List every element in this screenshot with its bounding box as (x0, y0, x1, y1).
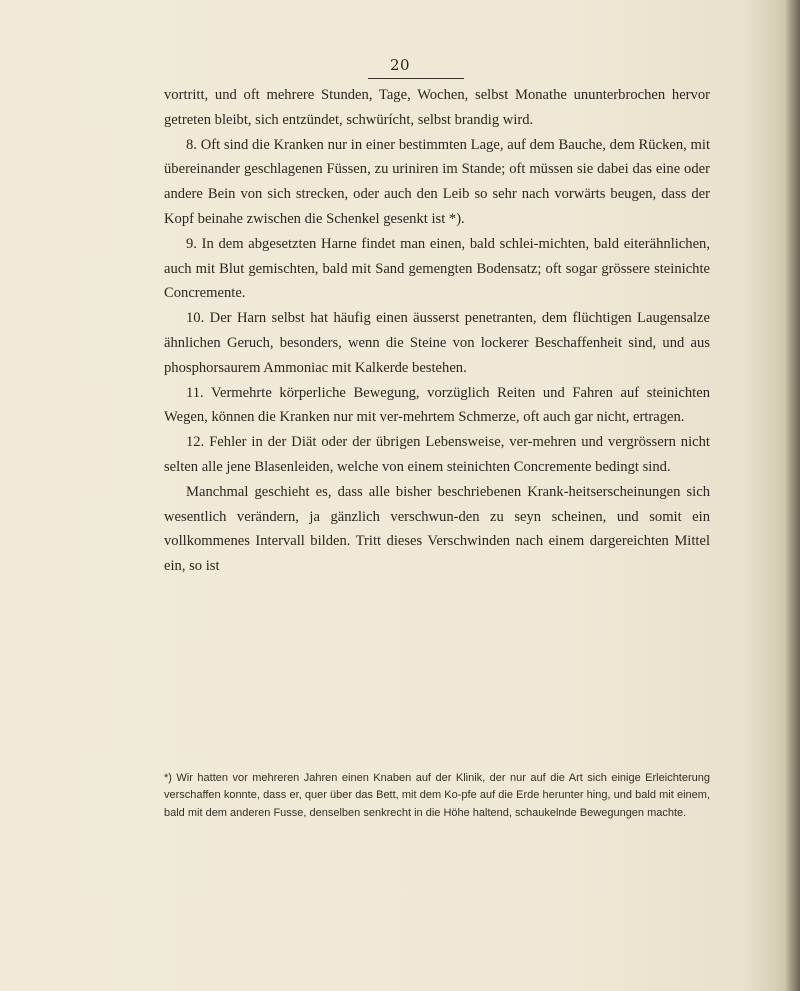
paragraph-11: 11. Vermehrte körperliche Bewegung, vorzüglich Reiten und Fahren auf steinichten Wegen, können die Kranken nur mit ver-mehrtem Schmerze, oft auch gar nicht, ertragen. (164, 384, 710, 426)
paragraph-continuation: vortritt, und oft mehrere Stunden, Tage, Wochen, selbst Monathe ununterbrochen hervor getreten bleibt, sich entzündet, schwürícht, selbst brandig wird. (164, 87, 710, 128)
paragraph-9: 9. In dem abgesetzten Harne findet man einen, bald schlei-michten, bald eiterähnlichen, auch mit Blut gemischten, bald mit Sand gemengten Bodensatz; oft sogar grössere steinichte Concremente. (164, 235, 710, 302)
footnote-text: *) Wir hatten vor mehreren Jahren einen Knaben auf der Klinik, der nur auf die Art sich einige Erleichterung verschaffen konnte, dass er, quer über das Bett, mit dem Ko-pfe auf die Erde herunter hing, und bald mit einem, bald mit dem anderen Fusse, denselben senkrecht in die Höhe haltend, schaukelnde Bewegungen machte. (164, 772, 710, 819)
paragraph-8: 8. Oft sind die Kranken nur in einer bestimmten Lage, auf dem Bauche, dem Rücken, mit übereinander geschlagenen Füssen, zu uriniren im Stande; oft müssen sie dabei das eine oder andere Bein von sich strecken, oder auch den Leib so sehr nach vorwärts beugen, dass der Kopf beinahe zwischen die Schenkel gesenkt ist *). (164, 136, 710, 227)
paragraph-intervall: Manchmal geschieht es, dass alle bisher beschriebenen Krank-heitserscheinungen sich wesentlich verändern, ja gänzlich verschwun-den zu seyn scheinen, und somit ein vollkommenes Intervall bilden. Tritt dieses Verschwinden nach einem dargereichten Mittel ein, so ist (164, 483, 710, 575)
footnote (164, 770, 710, 822)
body-text (164, 83, 710, 579)
paragraph-10: 10. Der Harn selbst hat häufig einen äusserst penetranten, dem flüchtigen Laugensalze ähnlichen Geruch, besonders, wenn die Steine von lockerer Beschaffenheit sind, und aus phosphorsaurem Ammoniac mit Kalkerde bestehen. (164, 310, 710, 376)
page-number-rule (368, 78, 464, 79)
paragraph-12: 12. Fehler in der Diät oder der übrigen Lebensweise, ver-mehren und vergrössern nicht selten alle jene Blasenleiden, welche von einem steinichten Concremente bedingt sind. (164, 434, 710, 475)
page-number: 20 (389, 56, 411, 74)
page-edge-shadow (786, 0, 800, 991)
